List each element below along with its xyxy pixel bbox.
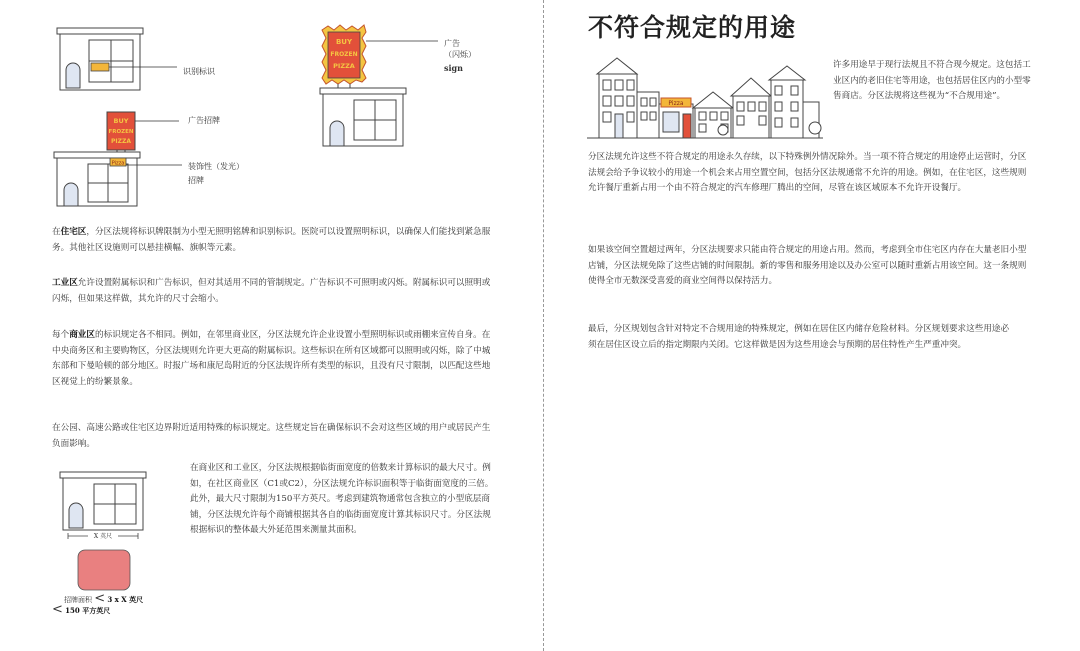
commercial-paragraph: 每个商业区的标识规定各不相同。例如，在邻里商业区，分区法规允许企业设置小型照明标识或雨棚来宣传自身。在中央商务区和主要购物区，分区法规则允许更大更高的附属标识。这些标识在所有区域都可以照明或闪烁，除了中城东部和下曼哈顿的部分地区。时报广场和康尼岛附近的分区法规许所有类型的标识，且没有尺寸限制，以匹配这些地区视觉上的纷繁景象。	[52, 330, 491, 387]
ad-board-pizza: PIZZA	[111, 138, 131, 145]
sign-area-formula: 招牌面积 < 3 x X 英尺	[64, 591, 144, 606]
residential-term: 住宅区	[60, 227, 87, 237]
neon-sign-text: Pizza	[111, 160, 125, 167]
flash-sign-pizza: PIZZA	[333, 62, 355, 70]
residential-paragraph: 在住宅区，分区法规将标识牌限制为小型无照明铭牌和识别标识。医院可以设置照明标识，以确保人们能找到紧急服务。其他社区设施则可以悬挂横幅、旗帜等元素。	[52, 227, 491, 253]
page-title: 不符合规定的用途	[588, 13, 797, 42]
frontage-width-label: X 英尺	[93, 533, 113, 540]
shop-sign-text: Pizza	[668, 100, 684, 107]
label-ad-board: 广告招牌	[188, 116, 220, 125]
sign-area-limit-value: 150 平方英尺	[65, 606, 111, 615]
label-id-sign: 识别标识	[183, 67, 215, 76]
special-rules-paragraph: 在公园、高速公路或住宅区边界附近适用特殊的标识规定。这些规定旨在确保标识不会对这些区域的用户或居民产生负面影响。	[52, 423, 491, 449]
building-id-sign-illustration	[52, 26, 232, 90]
commercial-term: 商业区	[69, 330, 95, 340]
sign-area-formula-value: 3 x X 英尺	[107, 595, 144, 604]
size-calculation-paragraph: 在商业区和工业区，分区法规根据临街面宽度的倍数来计算标识的最大尺寸。例如，在社区商业区（C1或C2），分区法规允许标识面积等于临街面宽度的三倍。此外，最大尺寸限制为150平方英尺。考虑到建筑物通常包含独立的小型底层商铺，分区法规允许每个商铺根据其各自的临街面宽度计算其标识尺寸。分区法规根据标识的整体最大外延范围来测量其面积。	[190, 463, 494, 535]
special-provisions-paragraph: 最后，分区规划包含针对特定不合规用途的特殊规定，例如在居住区内储存危险材料。分区规划要求这些用途必须在居住区设立后的指定期限内关闭。它这样做是因为这些用途会与预期的居住特性产生严重冲突。	[588, 324, 1010, 350]
street-illustration	[587, 52, 823, 142]
sign-area-prefix: 招牌面积	[64, 596, 92, 604]
flash-sign-buy: BUY	[335, 38, 353, 46]
sign-area-limit: < 150 平方英尺	[52, 602, 111, 617]
permanence-paragraph: 分区法规允许这些不符合规定的用途永久存续，以下特殊例外情况除外。当一项不符合规定的用途停止运营时，分区法规会给予争议较小的用途一个机会来占用空置空间，包括分区法规通常不允许的用途。例如，在住宅区，这些规则允许餐厅重新占用一个由不符合规定的汽车修理厂腾出的空间，尽管在该区域原本不允许开设餐厅。	[588, 152, 1027, 193]
ad-board-buy: BUY	[113, 117, 129, 125]
industrial-paragraph: 工业区允许设置附属标识和广告标识，但对其适用不同的管制规定。广告标识不可照明或闪烁。附属标识可以照明或闪烁，但如果这样做，其允许的尺寸会缩小。	[52, 278, 491, 304]
vacancy-paragraph: 如果该空间空置超过两年，分区法规要求只能由符合规定的用途占用。然而，考虑到全市住宅区内存在大量老旧小型店铺，分区法规免除了这些店铺的时间限制。新的零售和服务用途以及办公室可以随时重新占用该空间。这一条规则使得全市无数深受喜爱的商业空间得以保持活力。	[588, 245, 1027, 286]
intro-paragraph: 许多用途早于现行法规且不符合现今规定。这包括工业区内的老旧住宅等用途，也包括居住区内的小型零售商店。分区法规将这些视为“不合规用途”。	[833, 60, 1031, 101]
label-flash-sign-en: sign	[444, 63, 463, 73]
label-decorative-sign: 装饰性（发光）招牌	[188, 162, 240, 185]
industrial-term: 工业区	[52, 278, 78, 288]
ad-board-frozen: FROZEN	[108, 129, 134, 135]
label-flash-sign-cn: 广告（闪烁）	[444, 39, 476, 59]
flash-sign-frozen: FROZEN	[330, 51, 358, 58]
page-divider	[543, 0, 544, 651]
